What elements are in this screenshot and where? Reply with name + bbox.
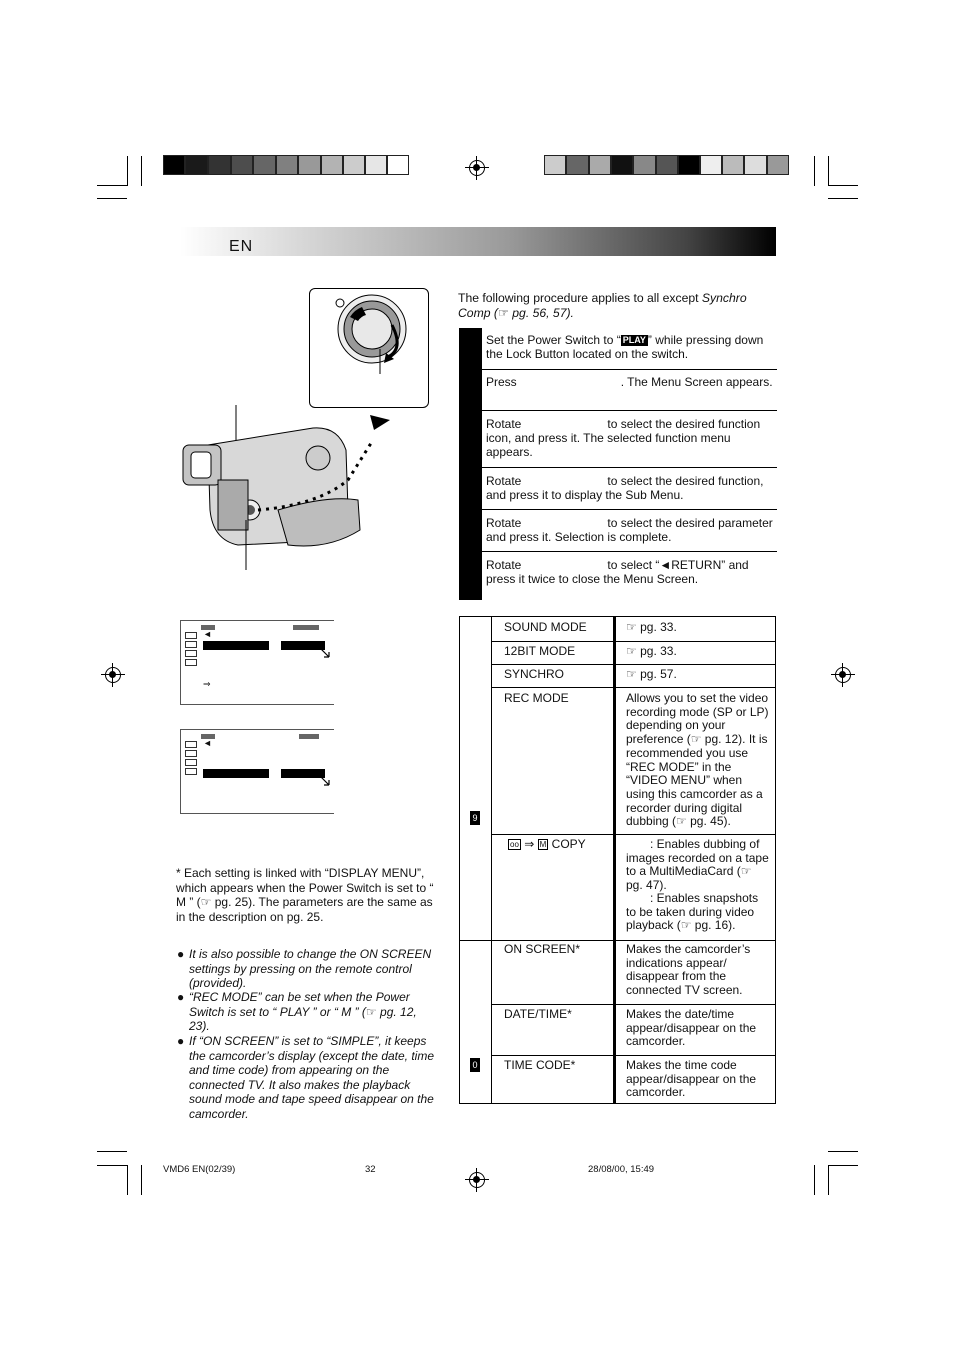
color-swatch bbox=[163, 155, 185, 175]
display-menu-icon: 0 bbox=[470, 1058, 480, 1072]
table-row-desc: Allows you to set the video recording mode (SP or LP) depending on your preference (☞ pg. 12). It is recommended you use “REC MODE” in the “VIDEO MENU” when using this camcorder as a recorder during digital dubbing (☞ pg. 45). bbox=[626, 691, 769, 829]
table-row-name: TIME CODE* bbox=[504, 1058, 576, 1072]
table-row-desc: Makes the date/time appear/disappear on the camcorder. bbox=[626, 1007, 757, 1049]
step-5: Rotate to select the desired parameter and press it. Selection is complete. bbox=[486, 516, 773, 544]
color-swatch bbox=[566, 155, 589, 175]
table-row-name: SOUND MODE bbox=[504, 620, 587, 634]
crop-mark bbox=[141, 156, 142, 186]
color-swatch bbox=[321, 155, 343, 175]
color-swatch bbox=[387, 155, 409, 175]
color-swatch bbox=[276, 155, 298, 175]
lcd-menu-screen: ◄ ⇒ bbox=[180, 620, 334, 705]
intro-text: The following procedure applies to all except Synchro Comp (☞ pg. 56, 57). bbox=[458, 291, 747, 320]
footnote: * Each setting is linked with “DISPLAY MENU”, which appears when the Power Switch is set to “ M ” (☞ pg. 25). The parameters are the same as in the description on pg. 25. bbox=[176, 866, 434, 924]
table-row-name: DATE/TIME* bbox=[504, 1007, 572, 1021]
step-divider bbox=[482, 467, 777, 468]
header-bar bbox=[180, 227, 776, 256]
table-row-desc: ☞ pg. 33. bbox=[626, 644, 677, 658]
crop-mark bbox=[97, 1165, 127, 1166]
steps-sidebar bbox=[459, 328, 482, 600]
camcorder-illustration bbox=[178, 400, 408, 570]
camera-icon bbox=[185, 659, 197, 666]
color-swatch bbox=[633, 155, 656, 175]
tape-icon bbox=[185, 741, 197, 748]
color-swatch bbox=[365, 155, 387, 175]
color-swatch bbox=[208, 155, 231, 175]
step-divider bbox=[482, 509, 777, 510]
registration-mark-icon bbox=[469, 1172, 485, 1188]
color-swatch bbox=[744, 155, 767, 175]
table-row-name: oo ⇒ M COPY bbox=[510, 837, 586, 851]
color-swatch bbox=[231, 155, 253, 175]
copy-icon: ⇒ bbox=[203, 679, 211, 689]
step-divider bbox=[482, 410, 777, 411]
crop-mark bbox=[828, 185, 858, 186]
crop-mark bbox=[828, 156, 829, 186]
arrow-icon: ⇒ bbox=[524, 837, 535, 851]
color-swatch bbox=[253, 155, 276, 175]
crop-mark bbox=[97, 185, 127, 186]
color-swatch bbox=[656, 155, 678, 175]
camera-icon bbox=[185, 768, 197, 775]
crop-mark bbox=[127, 156, 128, 186]
color-swatch bbox=[722, 155, 744, 175]
table-row-desc: ☞ pg. 33. bbox=[626, 620, 677, 634]
table-row-name: REC MODE bbox=[504, 691, 569, 705]
tape-icon bbox=[185, 750, 197, 757]
step-divider bbox=[482, 551, 777, 552]
crop-mark bbox=[828, 1151, 858, 1152]
footer-left: VMD6 EN(02/39) bbox=[163, 1164, 236, 1175]
step-3: Rotate to select the desired function icon, and press it. The selected function menu appears. bbox=[486, 417, 761, 459]
table-row-name: 12BIT MODE bbox=[504, 644, 576, 658]
color-swatch bbox=[343, 155, 365, 175]
language-label: EN bbox=[229, 238, 254, 255]
crop-mark bbox=[814, 1165, 815, 1195]
color-swatch bbox=[185, 155, 208, 175]
table-row-desc: Makes the time code appear/disappear on the camcorder. bbox=[626, 1058, 757, 1100]
table-row-name: ON SCREEN* bbox=[504, 942, 581, 956]
color-swatch bbox=[678, 155, 700, 175]
step-4: Rotate to select the desired function, and press it to display the Sub Menu. bbox=[486, 474, 764, 502]
step-1: Set the Power Switch to “ PLAY ” while pressing down the Lock Button located on the switch. bbox=[486, 333, 764, 361]
color-swatch bbox=[298, 155, 321, 175]
crop-mark bbox=[828, 1165, 858, 1166]
step-2: Press . The Menu Screen appears. bbox=[486, 375, 773, 389]
registration-mark-icon bbox=[105, 667, 121, 683]
video-menu-icon: 9 bbox=[470, 811, 480, 825]
color-swatch bbox=[589, 155, 611, 175]
crop-mark bbox=[828, 198, 858, 199]
play-badge: PLAY bbox=[622, 335, 646, 345]
color-swatch bbox=[611, 155, 633, 175]
crop-mark bbox=[828, 1165, 829, 1195]
camera-icon bbox=[185, 650, 197, 657]
tape-icon bbox=[185, 641, 197, 648]
table-row-name: SYNCHRO bbox=[504, 667, 565, 681]
tape-icon: oo bbox=[510, 840, 519, 849]
table-row-desc: ☞ pg. 57. bbox=[626, 667, 677, 681]
footer-right: 28/08/00, 15:49 bbox=[588, 1164, 655, 1175]
color-swatch bbox=[544, 155, 566, 175]
memory-card-icon: M bbox=[539, 840, 547, 849]
crop-mark bbox=[814, 156, 815, 186]
color-swatch bbox=[767, 155, 789, 175]
table-row-desc: : Enables snapshots to be taken during video playback (☞ pg. 16). bbox=[626, 891, 759, 933]
cursor-icon bbox=[319, 647, 333, 661]
crop-mark bbox=[97, 198, 127, 199]
step-6: Rotate to select “◄RETURN” and press it twice to close the Menu Screen. bbox=[486, 558, 749, 586]
crop-mark bbox=[97, 1151, 127, 1152]
crop-mark bbox=[141, 1165, 142, 1195]
color-swatch bbox=[700, 155, 722, 175]
tape-icon bbox=[185, 632, 197, 639]
crop-mark bbox=[127, 1165, 128, 1195]
table-row-desc: Makes the camcorder’s indications appear/ disappear from the connected TV screen. bbox=[626, 942, 751, 998]
registration-mark-icon bbox=[835, 667, 851, 683]
cursor-icon bbox=[319, 775, 333, 789]
power-switch-icon bbox=[310, 289, 428, 407]
table-row-desc: : Enables dubbing of images recorded on a tape to a MultiMediaCard (☞ pg. 47). bbox=[626, 837, 769, 893]
power-switch-closeup bbox=[309, 288, 429, 408]
page-number: 32 bbox=[365, 1164, 376, 1175]
registration-mark-icon bbox=[469, 160, 485, 176]
lcd-menu-screen: ◄ bbox=[180, 729, 334, 814]
step-divider bbox=[482, 369, 777, 370]
camera-icon bbox=[185, 759, 197, 766]
